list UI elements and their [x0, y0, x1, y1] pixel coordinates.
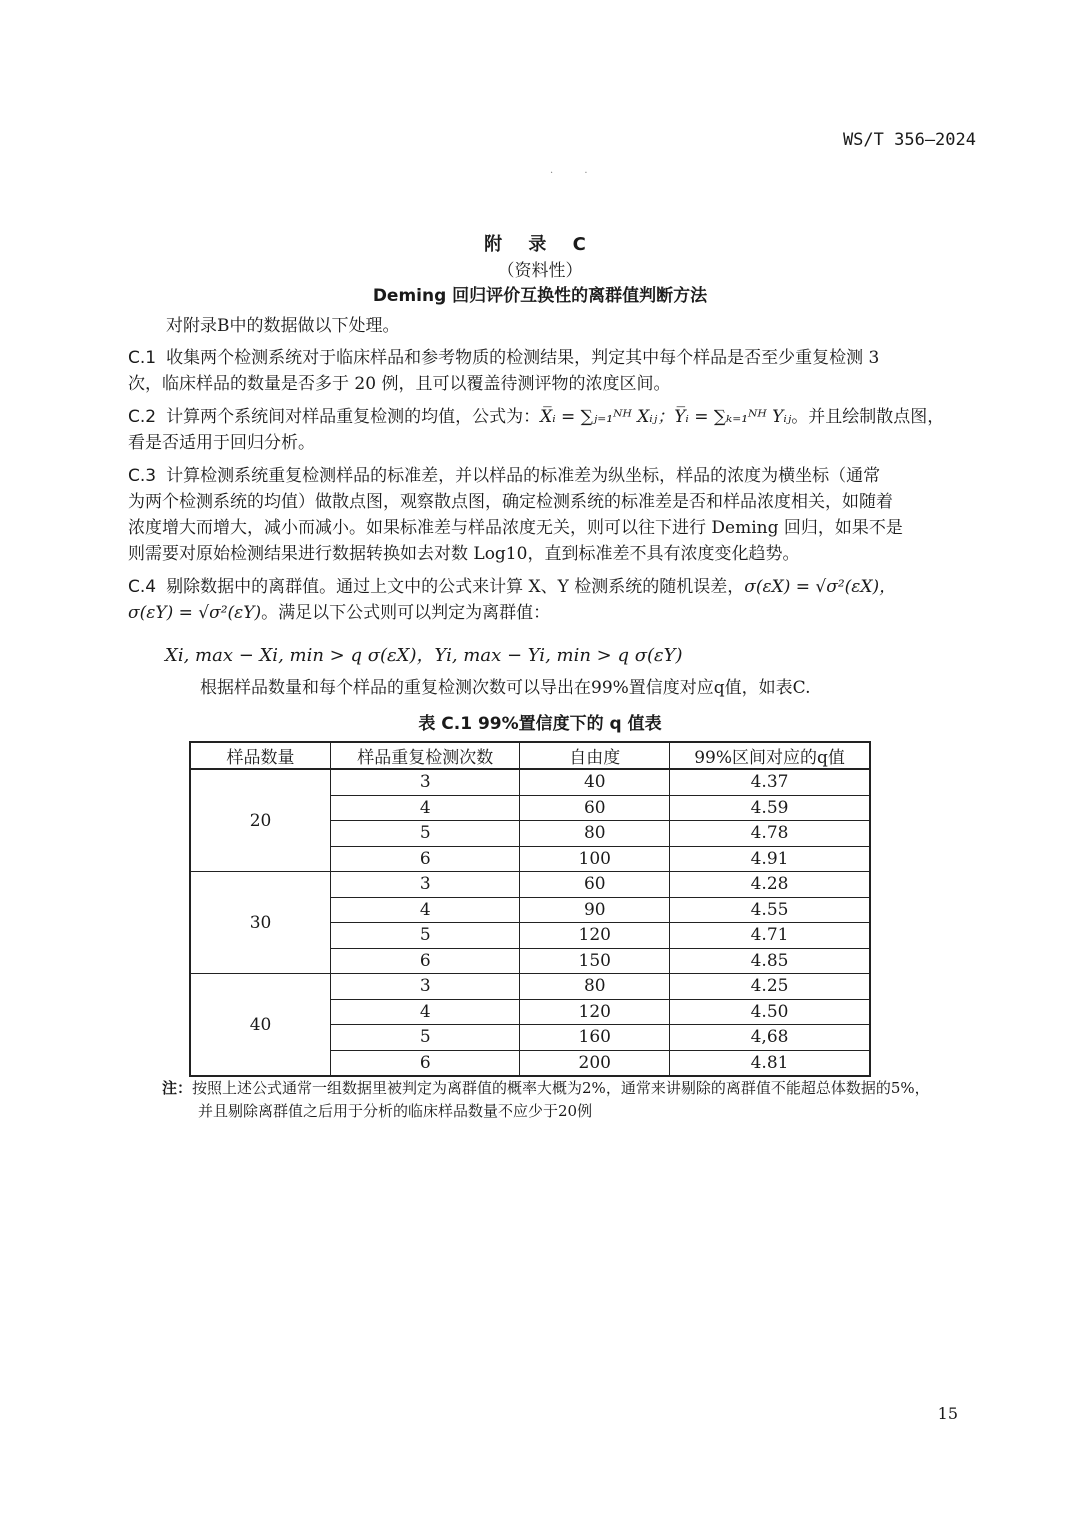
- clause-c4: [128, 574, 980, 626]
- table-cell: 3: [331, 872, 520, 898]
- clause-c3: [128, 463, 980, 567]
- clause-text: 收集两个检测系统对于临床样品和参考物质的检测结果，判定其中每个样品是否至少重复检测 3: [166, 348, 880, 368]
- table-header-row: [190, 742, 870, 769]
- table-cell: 4: [331, 795, 520, 821]
- table-cell: 3: [331, 974, 520, 1000]
- table-cell: 4: [331, 999, 520, 1025]
- note-text: 按照上述公式通常一组数据里被判定为离群值的概率大概为2%，通常来讲剔除的离群值不能超总体数据的5%，: [192, 1079, 930, 1097]
- intro-paragraph: 对附录B中的数据做以下处理。: [166, 316, 400, 336]
- mean-formula: X̅ᵢ = ∑ⱼ₌₁ᴺᴴ Xᵢⱼ；Y̅ᵢ = ∑ₖ₌₁ᴺᴴ Yᵢⱼ: [540, 407, 792, 427]
- sigma-x-formula: σ(εX) = √σ²(εX)，: [744, 577, 897, 597]
- clause-text: 。并且绘制散点图，: [791, 407, 945, 427]
- table-cell: 6: [331, 846, 520, 872]
- table-cell: 90: [520, 897, 670, 923]
- sample-count-cell: 30: [190, 872, 331, 974]
- scan-dots: · ·: [550, 168, 602, 179]
- clause-number: C.1: [128, 348, 157, 368]
- column-header: 样品数量: [190, 742, 331, 769]
- clause-c1: [128, 345, 980, 397]
- clause-text: 剔除数据中的离群值。通过上文中的公式来计算 X、Y 检测系统的随机误差，: [166, 577, 745, 597]
- clause-text: 次，临床样品的数量是否多于 20 例，且可以覆盖待测评物的浓度区间。: [128, 374, 671, 394]
- appendix-nature: （资料性）: [497, 261, 583, 281]
- table-cell: 60: [520, 872, 670, 898]
- table-cell: 120: [520, 999, 670, 1025]
- table-cell: 6: [331, 1050, 520, 1076]
- column-header: 99%区间对应的q值: [670, 742, 870, 769]
- table-row: [190, 769, 870, 795]
- sigma-y-formula: σ(εY) = √σ²(εY): [128, 603, 262, 623]
- table-cell: 4.25: [670, 974, 870, 1000]
- note-text: 并且剔除离群值之后用于分析的临床样品数量不应少于20例: [198, 1102, 593, 1120]
- table-cell: 4.81: [670, 1050, 870, 1076]
- table-cell: 3: [331, 769, 520, 795]
- table-cell: 60: [520, 795, 670, 821]
- table-cell: 4.78: [670, 821, 870, 847]
- clause-c2: [128, 404, 980, 456]
- table-cell: 40: [520, 769, 670, 795]
- table-cell: 4.91: [670, 846, 870, 872]
- clause-text: 看是否适用于回归分析。: [128, 433, 315, 453]
- clause-text: 则需要对原始检测结果进行数据转换如去对数 Log10，直到标准差不具有浓度变化趋势。: [128, 544, 800, 564]
- table-cell: 4.71: [670, 923, 870, 949]
- note-label: 注：: [162, 1079, 193, 1097]
- sample-count-cell: 40: [190, 974, 331, 1077]
- table-note: [162, 1077, 1022, 1123]
- table-cell: 160: [520, 1025, 670, 1051]
- table-cell: 4: [331, 897, 520, 923]
- body-text: [128, 313, 980, 626]
- q-value-table: [189, 741, 871, 1077]
- clause-number: C.3: [128, 466, 157, 486]
- clause-text: 。满足以下公式则可以判定为离群值：: [261, 603, 551, 623]
- table-cell: 150: [520, 948, 670, 974]
- sample-count-cell: 20: [190, 769, 331, 872]
- column-header: 样品重复检测次数: [331, 742, 520, 769]
- page-number: 15: [937, 1404, 958, 1423]
- table-cell: 4.85: [670, 948, 870, 974]
- table-cell: 120: [520, 923, 670, 949]
- q-value-note: 根据样品数量和每个样品的重复检测次数可以导出在99%置信度对应q值，如表C.: [200, 678, 811, 698]
- table-row: [190, 872, 870, 898]
- table-cell: 6: [331, 948, 520, 974]
- clause-number: C.2: [128, 407, 157, 427]
- table-cell: 4.55: [670, 897, 870, 923]
- table-cell: 4.37: [670, 769, 870, 795]
- table-cell: 100: [520, 846, 670, 872]
- table-cell: 4,68: [670, 1025, 870, 1051]
- table-cell: 5: [331, 923, 520, 949]
- table-cell: 5: [331, 1025, 520, 1051]
- document-number: WS/T 356—2024: [842, 130, 976, 150]
- clause-number: C.4: [128, 577, 157, 597]
- clause-text: 浓度增大而增大，减小而减小。如果标准差与样品浓度无关，则可以往下进行 Deming 回归，如果不是: [128, 518, 903, 538]
- clause-text: 为两个检测系统的均值）做散点图，观察散点图，确定检测系统的标准差是否和样品浓度相关，如随着: [128, 492, 893, 512]
- column-header: 自由度: [520, 742, 670, 769]
- table-cell: 200: [520, 1050, 670, 1076]
- table-cell: 4.50: [670, 999, 870, 1025]
- table-cell: 4.59: [670, 795, 870, 821]
- table-cell: 80: [520, 821, 670, 847]
- appendix-main-title: Deming 回归评价互换性的离群值判断方法: [372, 286, 708, 306]
- table-cell: 4.28: [670, 872, 870, 898]
- clause-text: 计算两个系统间对样品重复检测的均值，公式为：: [166, 407, 541, 427]
- table-cell: 80: [520, 974, 670, 1000]
- appendix-title: 附 录 C: [484, 234, 596, 255]
- table-caption: 表 C.1 99%置信度下的 q 值表: [418, 714, 662, 734]
- outlier-criteria-formula: Xi, max − Xi, min > q σ(εX)，Yi, max − Yi, min > q σ(εY): [165, 645, 683, 666]
- table-row: [190, 974, 870, 1000]
- table-cell: 5: [331, 821, 520, 847]
- clause-text: 计算检测系统重复检测样品的标准差，并以样品的标准差为纵坐标，样品的浓度为横坐标（通常: [166, 466, 881, 486]
